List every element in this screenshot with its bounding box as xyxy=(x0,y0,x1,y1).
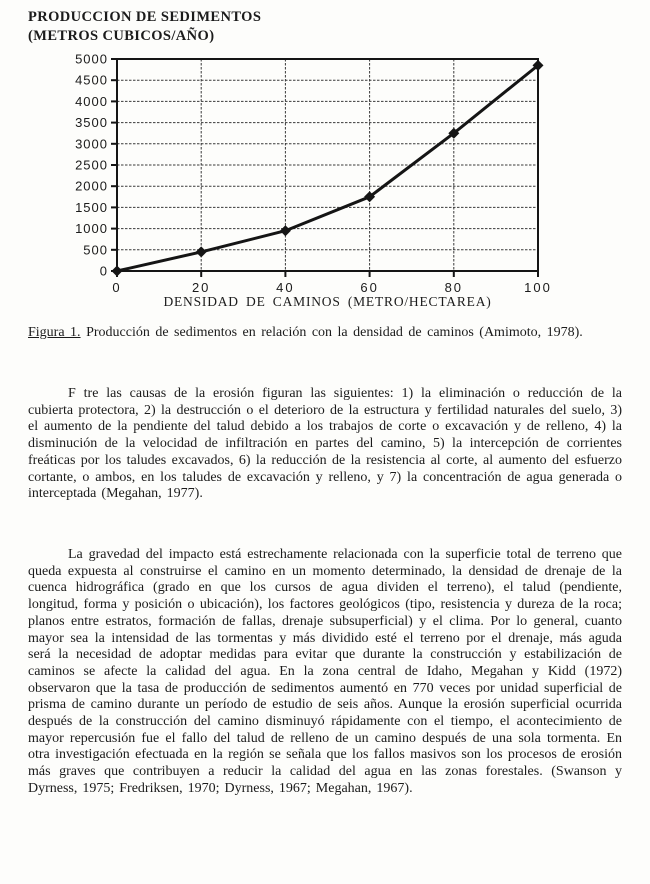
svg-text:1500: 1500 xyxy=(75,199,108,215)
figure-caption-label: Figura 1. xyxy=(28,325,81,340)
svg-text:3500: 3500 xyxy=(75,115,108,131)
figure-y-axis-title xyxy=(28,8,261,46)
figure-x-axis-title: DENSIDAD DE CAMINOS (METRO/HECTAREA) xyxy=(163,294,492,309)
svg-text:2000: 2000 xyxy=(75,178,108,194)
svg-text:40: 40 xyxy=(276,280,295,294)
svg-text:4500: 4500 xyxy=(75,72,108,88)
sediment-line-chart xyxy=(0,50,650,294)
svg-text:0: 0 xyxy=(112,280,122,294)
figure-y-axis-title-line1: PRODUCCION DE SEDIMENTOS xyxy=(28,9,262,25)
svg-text:5000: 5000 xyxy=(75,51,108,67)
svg-text:3000: 3000 xyxy=(75,136,108,152)
svg-text:20: 20 xyxy=(191,280,211,294)
svg-text:0: 0 xyxy=(99,263,108,279)
svg-text:1000: 1000 xyxy=(75,221,108,237)
figure-caption-text: Producción de sedimentos en relación con la densidad de caminos (Amimoto, 1978). xyxy=(80,325,583,340)
svg-text:4000: 4000 xyxy=(75,93,108,109)
svg-text:80: 80 xyxy=(444,280,464,294)
svg-text:60: 60 xyxy=(360,280,379,294)
figure-y-axis-title-line2: (METROS CUBICOS/AÑO) xyxy=(28,28,215,44)
svg-text:500: 500 xyxy=(83,242,108,258)
svg-text:100: 100 xyxy=(524,280,552,294)
figure-caption xyxy=(28,324,622,343)
body-paragraph-2: La gravedad del impacto está estrechamente relacionada con la superficie total de terreno que queda expuesta al construirse el camino en un momento determinado, la densidad de drenaje de la cuenca hidrográfica (grado en que los cursos de agua dividen el terreno), el talud (pendiente, longitud, forma y posición o ubicación), los factores geológicos (tipo, resistencia y dureza de la roca; planos entre estratos, formación de fallas, drenaje subsuperficial) y el clima. Por lo general, cuanto mayor sea la intensidad de las tormentas y más dividido esté el terreno por el drenaje, más aguda será la necesidad de adoptar medidas para evitar que durante la construcción y estabilización de caminos se afecte la calidad del agua. En la zona central de Idaho, Megahan y Kidd (1972) observaron que la tasa de producción de sedimentos aumentó en 770 veces por unidad superficial de prisma de camino durante un período de estudio de seis años. Aunque la erosión superficial ocurrida después de la construcción del camino disminuyó rápidamente con el tiempo, el acontecimiento de mayor repercusión fue el fallo del talud de relleno de un camino después de una sola tormenta. En otra investigación efectuada en la región se señala que los fallos masivos son los procesos de erosión más graves que contribuyen a reducir la calidad del agua en las zonas forestales. (Swanson y Dyrness, 1975; Fredriksen, 1970; Dyrness, 1967; Megahan, 1967). xyxy=(28,547,622,796)
body-paragraph-1: F tre las causas de la erosión figuran las siguientes: 1) la eliminación o reducción de la cubierta protectora, 2) la destrucción o el deterioro de la estructura y fertilidad naturales del suelo, 3) el aumento de la pendiente del talud debido a los trabajos de corte o excavación y de relleno, 4) la disminución de la velocidad de infiltración en partes del camino, 5) la intercepción de corrientes freáticas por los taludes excavados, 6) la reducción de la resistencia al corte, al aumento del esfuerzo cortante, o ambos, en los taludes de excavación y relleno, y 7) la concentración de agua generada o interceptada (Megahan, 1977). xyxy=(28,386,622,502)
svg-text:2500: 2500 xyxy=(75,157,108,173)
